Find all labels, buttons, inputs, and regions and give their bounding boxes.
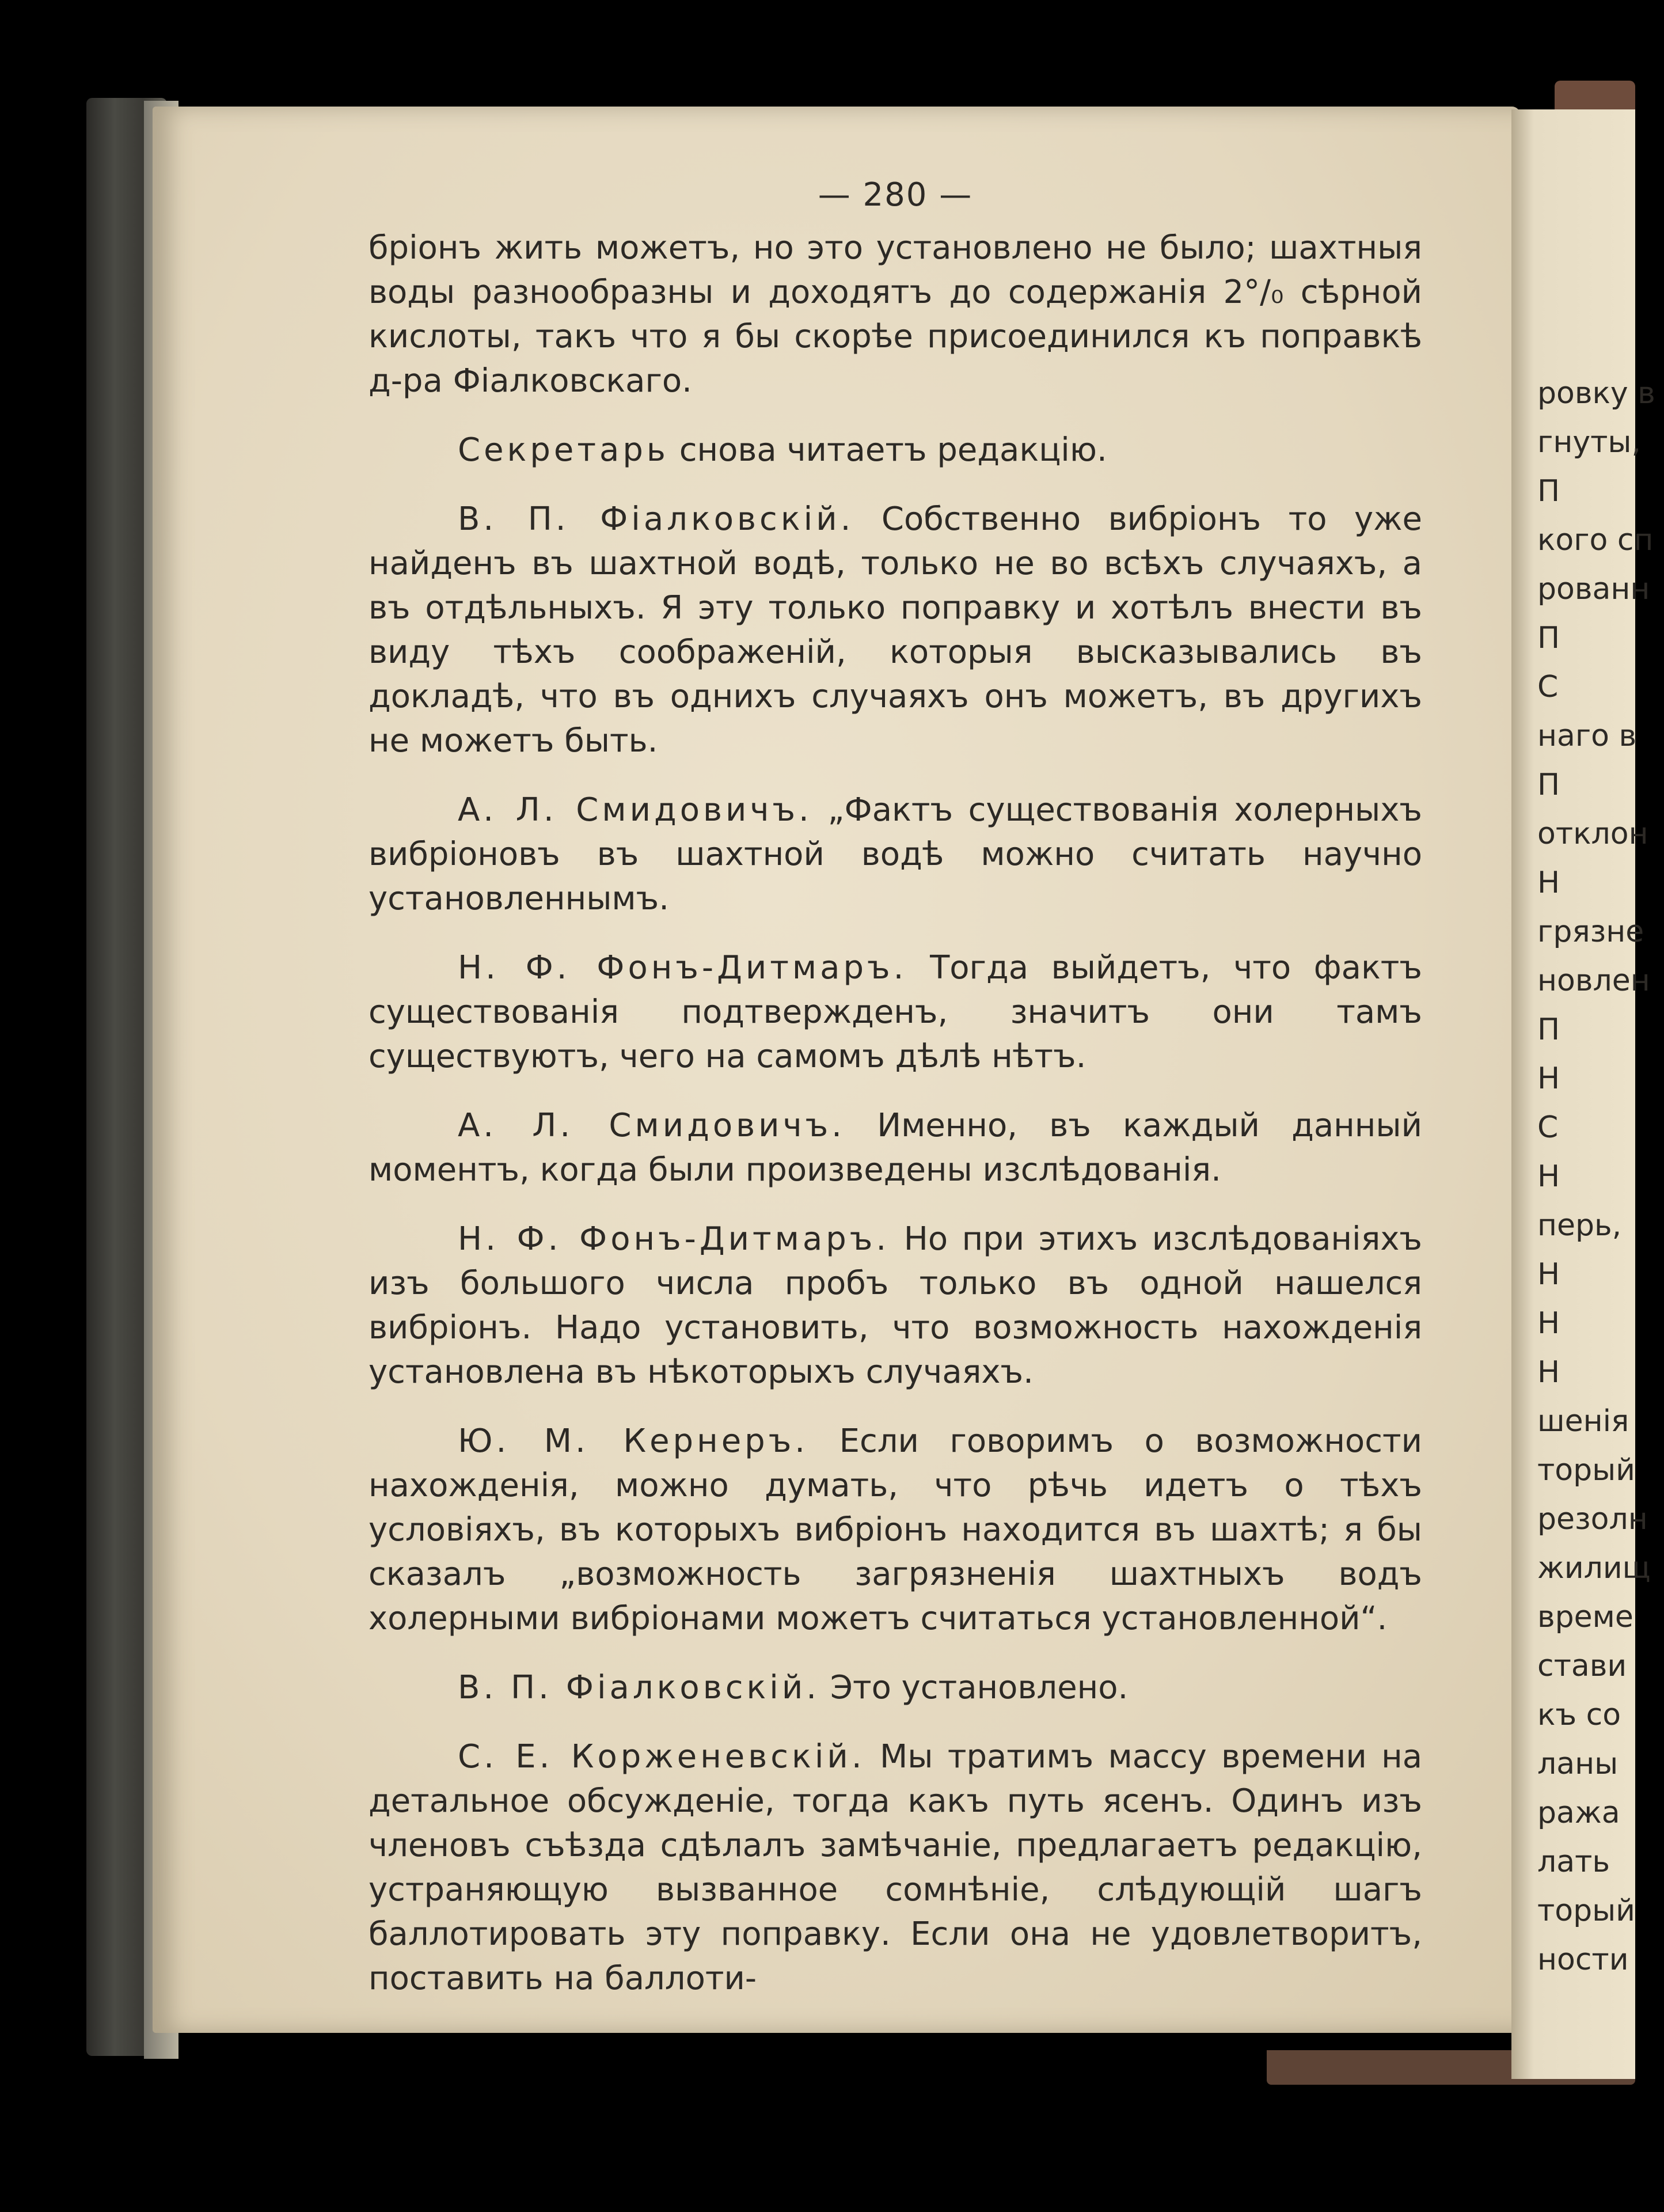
facing-page-line: ража <box>1537 1796 1620 1830</box>
facing-page-line: жилищ <box>1537 1551 1651 1585</box>
facing-page-line: торый <box>1537 1453 1635 1488</box>
paragraph <box>368 1735 1422 2001</box>
facing-page-line: Н <box>1537 1061 1560 1096</box>
facing-page-line: време <box>1537 1600 1633 1634</box>
facing-page-line: грязне <box>1537 915 1644 949</box>
facing-page-line: торый <box>1537 1894 1635 1928</box>
paragraph <box>368 1419 1422 1641</box>
facing-page-line: П <box>1537 1012 1560 1047</box>
paragraph-text: „Фактъ существованія холерныхъ вибріоновъ въ шахтной водѣ можно считать научно установленнымъ. <box>368 791 1422 917</box>
paragraph-text: Именно, въ каждый данный моментъ, когда были произведены изслѣдованія. <box>368 1107 1422 1189</box>
facing-page-line: П <box>1537 621 1560 655</box>
facing-page-line: кого сп <box>1537 523 1654 557</box>
speaker-name: Ю. М. Кернеръ. <box>458 1422 809 1460</box>
page-number: — 280 — <box>818 176 973 214</box>
speaker-name: Н. Ф. Фонъ-Дитмаръ. <box>458 949 907 987</box>
paragraph <box>368 497 1422 763</box>
facing-page-line: ности <box>1537 1942 1629 1977</box>
facing-page-line: стави <box>1537 1649 1627 1683</box>
facing-page-line: новлен <box>1537 963 1650 998</box>
facing-page-line: лать <box>1537 1845 1610 1879</box>
facing-page-line: С <box>1537 1110 1559 1145</box>
facing-page-line: наго в <box>1537 719 1637 753</box>
paragraph-text: снова читаетъ редакцію. <box>679 431 1107 469</box>
facing-page-line: гнуты, <box>1537 425 1641 460</box>
paragraph-text: Собственно вибріонъ то уже найденъ въ шахтной водѣ, только не во всѣхъ случаяхъ, а въ отдѣльныхъ. Я эту только поправку и хотѣлъ внести въ виду тѣхъ соображеній, которыя высказывались въ докладѣ, что въ однихъ случаяхъ онъ можетъ, въ другихъ не можетъ быть. <box>368 500 1422 760</box>
speaker-name: В. П. Фіалковскій. <box>458 1669 820 1706</box>
facing-page-line: ровку в <box>1537 376 1655 411</box>
facing-page-line: Н <box>1537 1159 1560 1194</box>
paragraph <box>368 226 1422 403</box>
paragraph <box>368 428 1422 472</box>
speaker-name: А. Л. Смидовичъ. <box>458 791 812 829</box>
speaker-name: А. Л. Смидовичъ. <box>458 1107 845 1144</box>
facing-page-line: ланы <box>1537 1747 1619 1781</box>
speaker-name: В. П. Фіалковскій. <box>458 500 854 538</box>
page-text <box>368 173 1422 2025</box>
facing-page <box>1511 109 1655 2079</box>
paragraph-text: Это установлено. <box>830 1669 1129 1706</box>
paragraph <box>368 1103 1422 1192</box>
speaker-name: Секретарь <box>458 431 669 469</box>
facing-page-line: рованн <box>1537 572 1650 606</box>
paragraph-text: Если говоримъ о возможности нахожденія, можно думать, что рѣчь идетъ о тѣхъ условіяхъ, въ которыхъ вибріонъ находится въ шахтѣ; я бы сказалъ „возможность загрязненія шахтныхъ водъ холерными вибріонами можетъ считаться установленной“. <box>368 1422 1422 1637</box>
paragraph-list <box>368 226 1422 2001</box>
facing-page-line: отклон <box>1537 817 1648 851</box>
paragraph-text: бріонъ жить можетъ, но это установлено не было; шахтныя воды разнообразны и доходятъ до содержанія 2°/₀ сѣрной кислоты, такъ что я бы скорѣе присоединился къ поправкѣ д-ра Фіалковскаго. <box>368 229 1422 400</box>
facing-page-line: Н <box>1537 1306 1560 1341</box>
paragraph-text: Мы тратимъ массу времени на детальное обсужденіе, тогда какъ путь ясенъ. Одинъ изъ членовъ съѣзда сдѣлалъ замѣчаніе, предлагаетъ редакцію, устраняющую вызванное сомнѣніе, слѣдующій шагъ баллотировать эту поправку. Если она не удовлетворитъ, поставить на баллоти- <box>368 1738 1423 1997</box>
paragraph-text: Но при этихъ изслѣдованіяхъ изъ большого числа пробъ только въ одной нашелся вибріонъ. Надо установить, что возможность нахожденія установлена въ нѣкоторыхъ случаяхъ. <box>368 1220 1422 1391</box>
facing-page-line: П <box>1537 474 1560 509</box>
facing-page-line: перь, <box>1537 1208 1622 1243</box>
facing-page-line: С <box>1537 670 1559 704</box>
facing-page-line: къ со <box>1537 1698 1621 1732</box>
paragraph <box>368 1665 1422 1710</box>
paragraph <box>368 946 1422 1079</box>
facing-page-line: П <box>1537 768 1560 802</box>
speaker-name: С. Е. Корженевскій. <box>458 1738 865 1775</box>
facing-page-line: Н <box>1537 1257 1560 1292</box>
facing-page-line: Н <box>1537 866 1560 900</box>
speaker-name: Н. Ф. Фонъ-Дитмаръ. <box>458 1220 890 1258</box>
facing-page-line: шенія <box>1537 1404 1629 1439</box>
facing-page-line: Н <box>1537 1355 1560 1390</box>
paragraph-text: Тогда выйдетъ, что фактъ существованія подтвержденъ, значитъ они тамъ существуютъ, чего на самомъ дѣлѣ нѣтъ. <box>368 949 1422 1075</box>
facing-page-line: резолн <box>1537 1502 1648 1536</box>
facing-page-text <box>1537 371 1664 1987</box>
paragraph <box>368 788 1422 921</box>
paragraph <box>368 1217 1422 1394</box>
